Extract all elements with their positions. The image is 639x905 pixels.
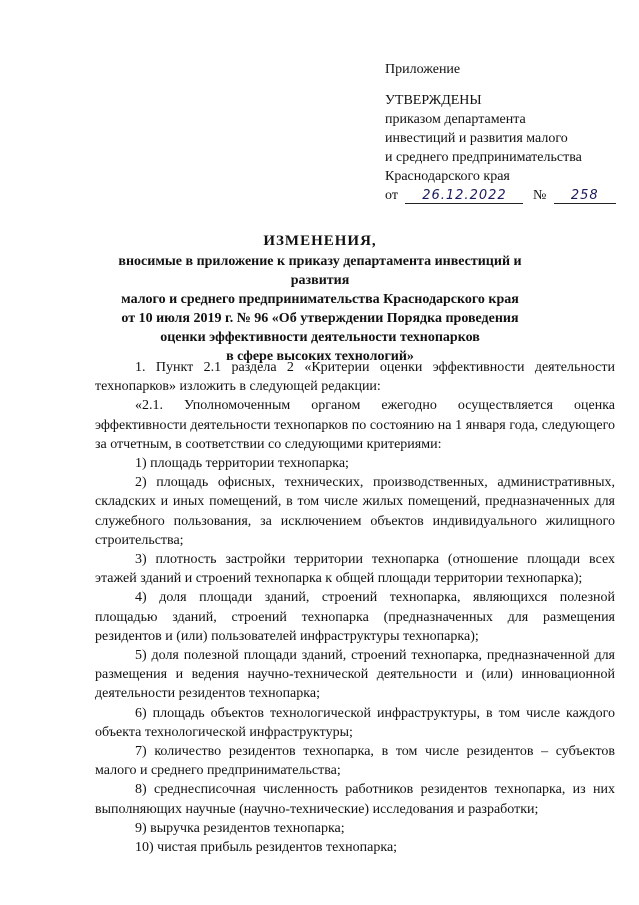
number-prefix: № [532, 188, 547, 203]
criterion-item: 10) чистая прибыль резидентов технопарка; [135, 840, 398, 856]
title-line: вносимые в приложение к приказу департамента инвестиций и развития [118, 254, 522, 288]
body-paragraph: 1. Пункт 2.1 раздела 2 «Критерии оценки эффективности деятельности технопарков» изложить в следующей редакции: [95, 360, 615, 395]
criterion-item: 4) доля площади зданий, строений технопарка, являющихся полезной площадью зданий, строений технопарка (предназначенных для размещения резидентов и (или) пользователей инфраструктуры технопарка); [95, 590, 615, 644]
approval-line: и среднего предпринимательства [385, 150, 582, 165]
criterion-item: 2) площадь офисных, технических, производственных, административных, складских и иных помещений, в том числе жилых помещений, предназначенных для служебного пользования, за исключением объектов индивидуального жилищного строительства; [95, 475, 615, 548]
handwritten-number: 258 [554, 188, 616, 204]
title-line: в сфере высоких технологий» [226, 349, 414, 364]
body-paragraph: «2.1. Уполномоченным органом ежегодно осуществляется оценка эффективности деятельности технопарков по состоянию на 1 января года, следующего за отчетным, в соответствии со следующими критериями: [95, 398, 615, 452]
criterion-item: 6) площадь объектов технологической инфраструктуры, в том числе каждого объекта технологической инфраструктуры; [95, 705, 615, 740]
approval-line: приказом департамента [385, 112, 526, 127]
title-line: оценки эффективности деятельности технопарков [160, 330, 480, 345]
approval-line: Краснодарского края [385, 169, 510, 184]
date-prefix: от [385, 188, 398, 203]
title-main: ИЗМЕНЕНИЯ, [263, 233, 377, 249]
document-title [90, 232, 550, 366]
criterion-item: 5) доля полезной площади зданий, строений технопарка, предназначенной для размещения и ведения научно-технической деятельности и (или) инновационной деятельности резидентов технопарка; [95, 648, 615, 702]
criterion-item: 3) плотность застройки территории технопарка (отношение площади всех этажей зданий и строений технопарка к общей площади территории технопарка); [95, 552, 615, 587]
order-date-number-row [385, 186, 630, 205]
approval-line: инвестиций и развития малого [385, 131, 568, 146]
document-body [95, 358, 615, 857]
criterion-item: 8) среднесписочная численность работников резидентов технопарка, из них выполняющих научные (научно-технические) исследования и разработки; [95, 782, 615, 817]
approval-stamp-block [385, 60, 630, 205]
appendix-label: Приложение [385, 62, 461, 77]
criterion-item: 1) площадь территории технопарка; [135, 456, 349, 472]
handwritten-date: 26.12.2022 [405, 188, 523, 204]
title-line: от 10 июля 2019 г. № 96 «Об утверждении Порядка проведения [121, 311, 519, 326]
approved-label: УТВЕРЖДЕНЫ [385, 93, 482, 108]
title-line: малого и среднего предпринимательства Краснодарского края [121, 292, 519, 307]
criterion-item: 7) количество резидентов технопарка, в том числе резидентов – субъектов малого и среднего предпринимательства; [95, 744, 615, 779]
criterion-item: 9) выручка резидентов технопарка; [135, 820, 345, 836]
